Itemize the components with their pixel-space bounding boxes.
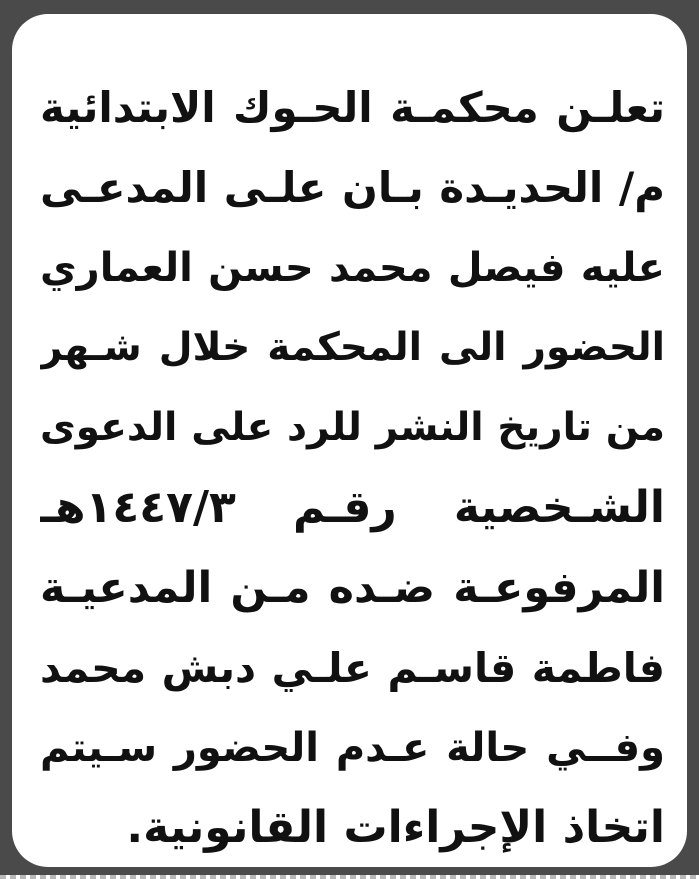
notice-line-8: فاطمة قاسـم علـي دبش محمد	[40, 644, 665, 692]
notice-line-7: المرفوعـة ضـده مـن المدعيـة	[40, 563, 665, 613]
bottom-dashed-border	[0, 875, 699, 879]
notice-line-6: الشـخصية رقـم ١٤٤٧/٣هـ	[40, 482, 665, 533]
notice-line-4: الحضور الى المحكمة خلال شـهر	[40, 325, 665, 370]
notice-line-2: م/ الحديـدة بـان علـى المدعـى	[40, 163, 665, 212]
notice-line-5: من تاريخ النشر للرد على الدعوى	[40, 405, 665, 450]
notice-line-10: اتخاذ الإجراءات القانونية.	[126, 802, 665, 853]
notice-frame	[12, 14, 687, 867]
notice-line-1: تعلـن محكمـة الحـوك الابتدائية	[40, 83, 665, 132]
notice-line-9: وفــي حالة عـدم الحضور سـيتم	[40, 725, 665, 771]
notice-line-3: عليه فيصل محمد حسن العماري	[40, 245, 665, 291]
notice-body	[40, 68, 665, 868]
